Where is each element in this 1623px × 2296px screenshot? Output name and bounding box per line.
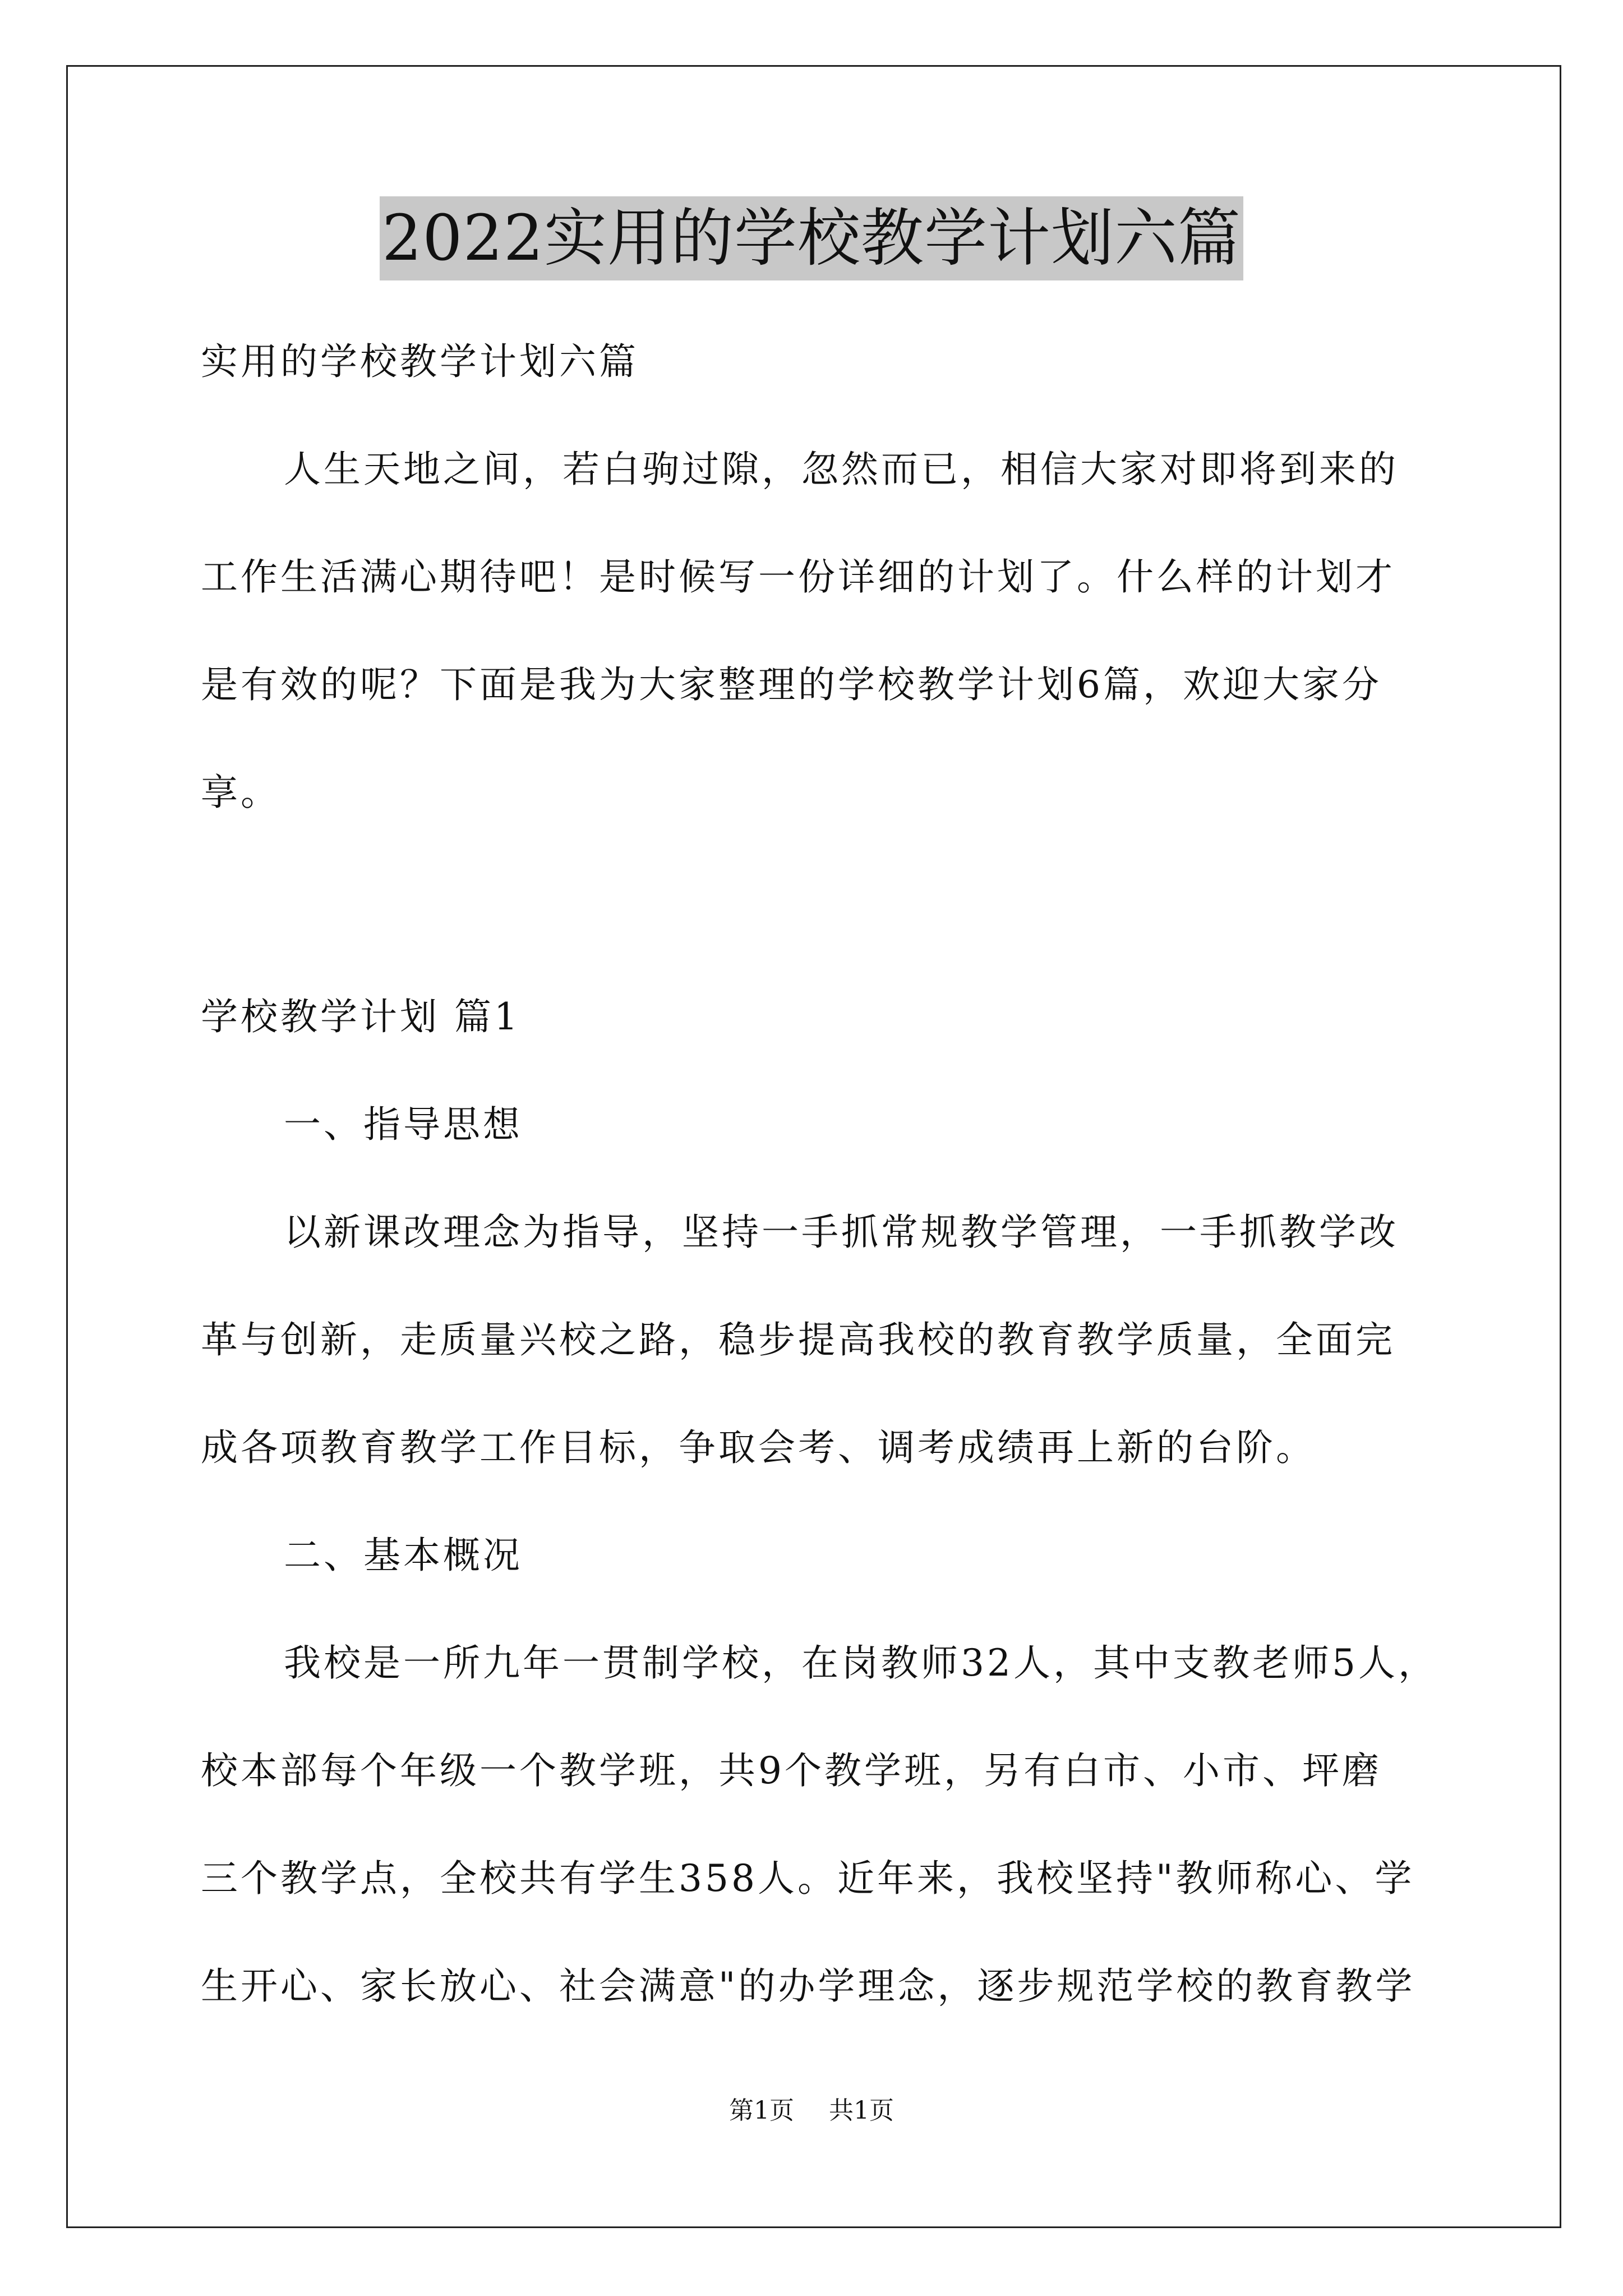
section-heading: 学校教学计划 篇1 xyxy=(201,995,520,1038)
paragraph-line: 生开心、家长放心、社会满意"的办学理念，逐步规范学校的教育教学 xyxy=(201,1964,1415,2008)
page-number-total: 共1页 xyxy=(829,2096,894,2125)
page-number-current: 第1页 xyxy=(729,2096,794,2125)
document-subtitle: 实用的学校教学计划六篇 xyxy=(201,340,639,383)
paragraph-line: 以新课改理念为指导，坚持一手抓常规教学管理，一手抓教学改 xyxy=(284,1211,1399,1254)
paragraph-line: 工作生活满心期待吧！是时候写一份详细的计划了。什么样的计划才 xyxy=(201,555,1395,599)
paragraph-line: 我校是一所九年一贯制学校，在岗教师32人，其中支教老师5人， xyxy=(284,1641,1438,1685)
paragraph-line: 成各项教育教学工作目标，争取会考、调考成绩再上新的台阶。 xyxy=(201,1426,1316,1469)
paragraph-line: 人生天地之间，若白驹过隙，忽然而已，相信大家对即将到来的 xyxy=(284,448,1399,491)
paragraph-line: 革与创新，走质量兴校之路，稳步提高我校的教育教学质量，全面完 xyxy=(201,1318,1395,1361)
subsection-heading: 一、指导思想 xyxy=(284,1103,523,1146)
paragraph-line: 校本部每个年级一个教学班，共9个教学班，另有白市、小市、坪磨 xyxy=(201,1749,1382,1792)
paragraph-line: 是有效的呢？下面是我为大家整理的学校教学计划6篇，欢迎大家分 xyxy=(201,663,1382,706)
page-footer xyxy=(0,2094,1623,2128)
title-container xyxy=(0,196,1623,280)
paragraph-line: 享。 xyxy=(201,771,280,814)
paragraph-line: 三个教学点，全校共有学生358人。近年来，我校坚持"教师称心、学 xyxy=(201,1857,1415,1900)
document-title: 2022实用的学校教学计划六篇 xyxy=(380,196,1243,280)
subsection-heading: 二、基本概况 xyxy=(284,1534,523,1577)
